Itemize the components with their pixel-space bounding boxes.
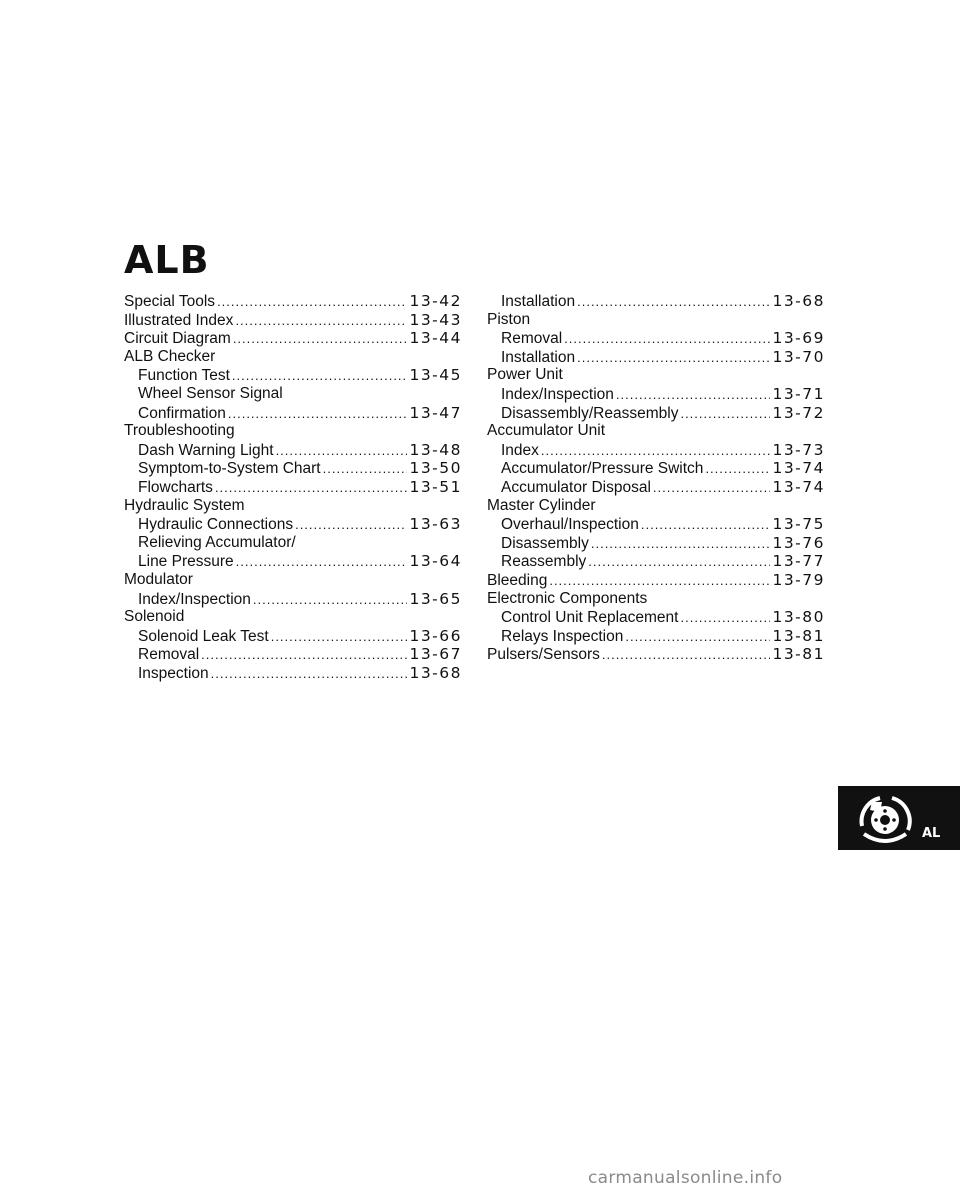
toc-entry-label: Solenoid Leak Test xyxy=(138,627,269,645)
dot-leader xyxy=(236,553,408,572)
toc-entry-label: Piston xyxy=(487,310,531,328)
toc-entry-label: Bleeding xyxy=(487,571,548,589)
toc-column-right xyxy=(487,292,825,664)
dot-leader xyxy=(616,386,771,405)
toc-entry[interactable] xyxy=(487,645,825,664)
toc-entry[interactable] xyxy=(124,348,462,367)
toc-entry-page: 13-63 xyxy=(409,515,462,534)
toc-entry[interactable] xyxy=(124,478,462,497)
toc-entry-label: Illustrated Index xyxy=(124,311,234,329)
toc-entry[interactable] xyxy=(487,441,825,460)
toc-entry-label: ALB Checker xyxy=(124,347,216,365)
toc-entry-label: Circuit Diagram xyxy=(124,330,231,348)
toc-column-left xyxy=(124,292,462,682)
toc-entry-label: Electronic Components xyxy=(487,589,648,607)
dot-leader xyxy=(625,628,770,647)
dot-leader xyxy=(276,442,408,461)
dot-leader xyxy=(211,665,408,684)
toc-entry-label: Confirmation xyxy=(138,404,226,422)
dot-leader xyxy=(641,516,771,535)
dot-leader xyxy=(295,516,407,535)
toc-entry[interactable] xyxy=(124,422,462,441)
dot-leader xyxy=(680,609,770,628)
toc-entry-label: Removal xyxy=(501,330,563,348)
toc-entry-label: Installation xyxy=(501,293,576,310)
toc-entry-label: Removal xyxy=(138,646,200,664)
toc-entry-page: 13-66 xyxy=(409,626,462,645)
toc-entry-page: 13-80 xyxy=(772,608,825,627)
toc-entry[interactable] xyxy=(487,329,825,348)
dot-leader xyxy=(541,442,771,461)
toc-entry-label: Function Test xyxy=(138,367,230,385)
toc-entry-page: 13-48 xyxy=(409,440,462,459)
toc-entry-label: Solenoid xyxy=(124,608,185,626)
toc-entry-label: Control Unit Replacement xyxy=(501,609,679,627)
dot-leader xyxy=(549,572,770,591)
toc-entry[interactable] xyxy=(124,441,462,460)
toc-entry-label: Index/Inspection xyxy=(501,385,614,403)
toc-entry[interactable] xyxy=(124,366,462,385)
toc-entry[interactable] xyxy=(487,366,825,385)
toc-entry-page: 13-81 xyxy=(772,645,825,664)
dot-leader xyxy=(228,405,408,424)
dot-leader xyxy=(591,535,771,554)
dot-leader xyxy=(564,330,770,349)
toc-entry-page: 13-69 xyxy=(772,329,825,348)
toc-entry-label: Overhaul/Inspection xyxy=(501,516,639,534)
toc-entry-label: Special Tools xyxy=(124,293,216,310)
toc-entry-page: 13-75 xyxy=(772,515,825,534)
toc-entry-page: 13-45 xyxy=(409,366,462,385)
toc-entry[interactable] xyxy=(487,571,825,590)
watermark-footer: carmanualsonline.info xyxy=(588,1168,783,1188)
dot-leader xyxy=(577,293,770,312)
toc-entry[interactable] xyxy=(124,552,462,571)
toc-entry-label: Accumulator Disposal xyxy=(501,478,651,496)
page-title: ALB xyxy=(124,238,210,282)
toc-entry[interactable] xyxy=(487,459,825,478)
toc-entry-label: Relieving Accumulator/ xyxy=(138,533,296,551)
toc-entry-page: 13-65 xyxy=(409,589,462,608)
toc-entry[interactable] xyxy=(124,515,462,534)
toc-entry[interactable] xyxy=(487,385,825,404)
toc-entry-page: 13-73 xyxy=(772,440,825,459)
toc-entry[interactable] xyxy=(124,404,462,423)
toc-entry-label: Disassembly/Reassembly xyxy=(501,404,679,422)
toc-entry[interactable] xyxy=(487,608,825,627)
toc-entry[interactable] xyxy=(124,571,462,590)
toc-entry-label: Reassembly xyxy=(501,553,587,571)
toc-entry-page: 13-47 xyxy=(409,403,462,422)
toc-entry-page: 13-74 xyxy=(772,459,825,478)
toc-entry-label: Accumulator/Pressure Switch xyxy=(501,460,704,478)
toc-entry-label: Line Pressure xyxy=(138,553,234,571)
toc-entry-label: Accumulator Unit xyxy=(487,422,606,440)
dot-leader xyxy=(577,349,770,368)
toc-entry[interactable] xyxy=(487,515,825,534)
toc-entry-page: 13-44 xyxy=(409,329,462,348)
dot-leader xyxy=(201,646,407,665)
dot-leader xyxy=(235,312,407,331)
toc-entry-page: 13-72 xyxy=(772,403,825,422)
toc-entry[interactable] xyxy=(487,478,825,497)
section-tab[interactable] xyxy=(838,786,960,850)
toc-entry-label: Index xyxy=(501,441,539,459)
toc-entry-page: 13-77 xyxy=(772,552,825,571)
toc-entry-label: Inspection xyxy=(138,664,209,682)
dot-leader xyxy=(653,479,771,498)
toc-entry-label: Flowcharts xyxy=(138,478,213,496)
toc-entry[interactable] xyxy=(487,590,825,609)
toc-entry-page: 13-64 xyxy=(409,552,462,571)
toc-entry[interactable] xyxy=(124,645,462,664)
toc-entry[interactable] xyxy=(487,348,825,367)
toc-entry-label: Troubleshooting xyxy=(124,422,235,440)
toc-entry-page: 13-79 xyxy=(772,570,825,589)
toc-entry[interactable] xyxy=(124,385,462,404)
toc-entry[interactable] xyxy=(124,329,462,348)
toc-entry-page: 13-71 xyxy=(772,384,825,403)
toc-entry-page: 13-51 xyxy=(409,477,462,496)
toc-entry-label: Pulsers/Sensors xyxy=(487,646,600,664)
toc-entry-page: 13-67 xyxy=(409,645,462,664)
toc-entry[interactable] xyxy=(124,590,462,609)
toc-entry-label: Hydraulic System xyxy=(124,496,245,514)
toc-entry-label: Dash Warning Light xyxy=(138,441,274,459)
toc-entry-label: Symptom-to-System Chart xyxy=(138,460,321,478)
toc-entry[interactable] xyxy=(124,459,462,478)
toc-entry-page: 13-76 xyxy=(772,533,825,552)
toc-entry-page: 13-43 xyxy=(409,310,462,329)
dot-leader xyxy=(680,405,770,424)
toc-entry-page: 13-74 xyxy=(772,477,825,496)
toc-entry[interactable] xyxy=(124,664,462,683)
toc-entry-page: 13-50 xyxy=(409,459,462,478)
toc-entry[interactable] xyxy=(487,627,825,646)
dot-leader xyxy=(253,591,408,610)
toc-entry-label: Master Cylinder xyxy=(487,496,596,514)
toc-entry[interactable] xyxy=(487,292,825,311)
dot-leader xyxy=(232,367,408,386)
toc-entry[interactable] xyxy=(487,311,825,330)
toc-entry[interactable] xyxy=(487,404,825,423)
toc-entry-label: Wheel Sensor Signal xyxy=(138,384,283,402)
dot-leader xyxy=(323,460,408,479)
dot-leader xyxy=(705,460,770,479)
toc-entry[interactable] xyxy=(124,627,462,646)
dot-leader xyxy=(271,628,408,647)
dot-leader xyxy=(588,553,770,572)
toc-entry-page: 13-81 xyxy=(772,626,825,645)
toc-entry[interactable] xyxy=(124,497,462,516)
toc-entry[interactable] xyxy=(124,292,462,311)
toc-entry[interactable] xyxy=(487,552,825,571)
section-tab-label: AL xyxy=(922,826,941,841)
toc-entry-label: Relays Inspection xyxy=(501,627,624,645)
toc-entry-page: 13-68 xyxy=(772,292,825,310)
toc-entry[interactable] xyxy=(487,534,825,553)
dot-leader xyxy=(217,293,407,312)
dot-leader xyxy=(215,479,408,498)
toc-entry[interactable] xyxy=(124,608,462,627)
toc-entry[interactable] xyxy=(124,311,462,330)
toc-entry-label: Disassembly xyxy=(501,534,589,552)
toc-entry-page: 13-68 xyxy=(409,663,462,682)
toc-entry[interactable] xyxy=(124,534,462,553)
dot-leader xyxy=(233,330,408,349)
brake-disc-icon xyxy=(852,790,918,846)
toc-entry-page: 13-70 xyxy=(772,347,825,366)
toc-entry-label: Power Unit xyxy=(487,366,563,384)
toc-entry[interactable] xyxy=(487,422,825,441)
toc-entry-label: Index/Inspection xyxy=(138,590,251,608)
toc-entry[interactable] xyxy=(487,497,825,516)
toc-entry-label: Installation xyxy=(501,348,576,366)
dot-leader xyxy=(602,646,771,665)
toc-entry-label: Modulator xyxy=(124,570,193,588)
toc-entry-page: 13-42 xyxy=(409,292,462,310)
toc-entry-label: Hydraulic Connections xyxy=(138,516,294,534)
